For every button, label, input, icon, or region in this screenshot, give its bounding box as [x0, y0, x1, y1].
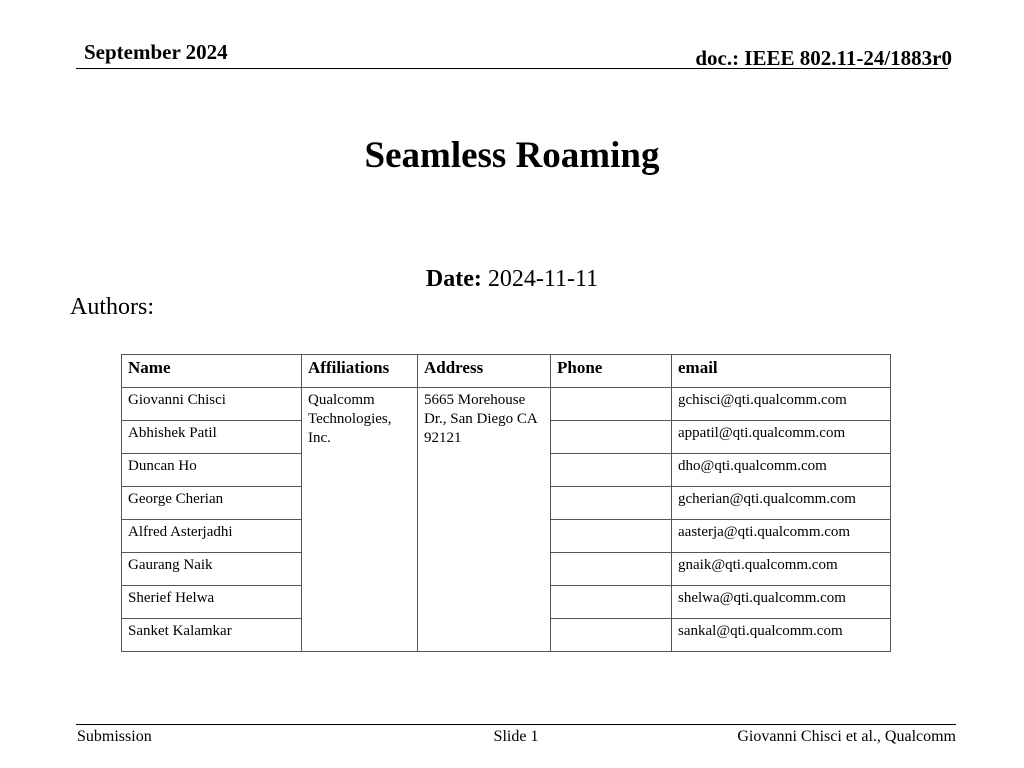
column-header-phone: Phone	[551, 355, 672, 388]
author-name: Giovanni Chisci	[122, 388, 302, 421]
date-value: 2024-11-11	[487, 266, 599, 292]
author-phone	[551, 586, 672, 619]
author-phone	[551, 487, 672, 520]
author-phone	[551, 421, 672, 454]
author-email: gnaik@qti.qualcomm.com	[672, 553, 891, 586]
author-name: Sanket Kalamkar	[122, 619, 302, 652]
author-phone	[551, 553, 672, 586]
authors-label: Authors:	[70, 294, 154, 320]
table-header-row	[122, 355, 891, 388]
author-email: appatil@qti.qualcomm.com	[672, 421, 891, 454]
author-name: Gaurang Naik	[122, 553, 302, 586]
footer-slide-number: Slide 1	[493, 728, 539, 745]
header-date: September 2024	[84, 40, 228, 64]
column-header-email: email	[672, 355, 891, 388]
footer-authors: Giovanni Chisci et al., Qualcomm	[737, 728, 956, 745]
author-phone	[551, 388, 672, 421]
slide-title: Seamless Roaming	[364, 135, 660, 176]
address-cell: 5665 Morehouse Dr., San Diego CA 92121	[418, 388, 551, 652]
author-name: Duncan Ho	[122, 454, 302, 487]
author-email: shelwa@qti.qualcomm.com	[672, 586, 891, 619]
author-phone	[551, 619, 672, 652]
authors-table	[121, 354, 891, 652]
author-name: Abhishek Patil	[122, 421, 302, 454]
author-name: George Cherian	[122, 487, 302, 520]
footer-divider	[76, 724, 956, 725]
author-email: dho@qti.qualcomm.com	[672, 454, 891, 487]
author-email: gchisci@qti.qualcomm.com	[672, 388, 891, 421]
header-divider	[76, 68, 948, 69]
author-phone	[551, 454, 672, 487]
date-label: Date:	[425, 266, 482, 292]
author-phone	[551, 520, 672, 553]
author-email: sankal@qti.qualcomm.com	[672, 619, 891, 652]
date-line	[0, 266, 1024, 293]
affiliation-cell: Qualcomm Technologies, Inc.	[302, 388, 418, 652]
table-row	[122, 388, 891, 421]
author-email: gcherian@qti.qualcomm.com	[672, 487, 891, 520]
column-header-name: Name	[122, 355, 302, 388]
header-doc-id: doc.: IEEE 802.11-24/1883r0	[695, 46, 952, 70]
column-header-affiliations: Affiliations	[302, 355, 418, 388]
author-name: Alfred Asterjadhi	[122, 520, 302, 553]
footer-submission: Submission	[77, 728, 152, 745]
author-email: aasterja@qti.qualcomm.com	[672, 520, 891, 553]
column-header-address: Address	[418, 355, 551, 388]
author-name: Sherief Helwa	[122, 586, 302, 619]
